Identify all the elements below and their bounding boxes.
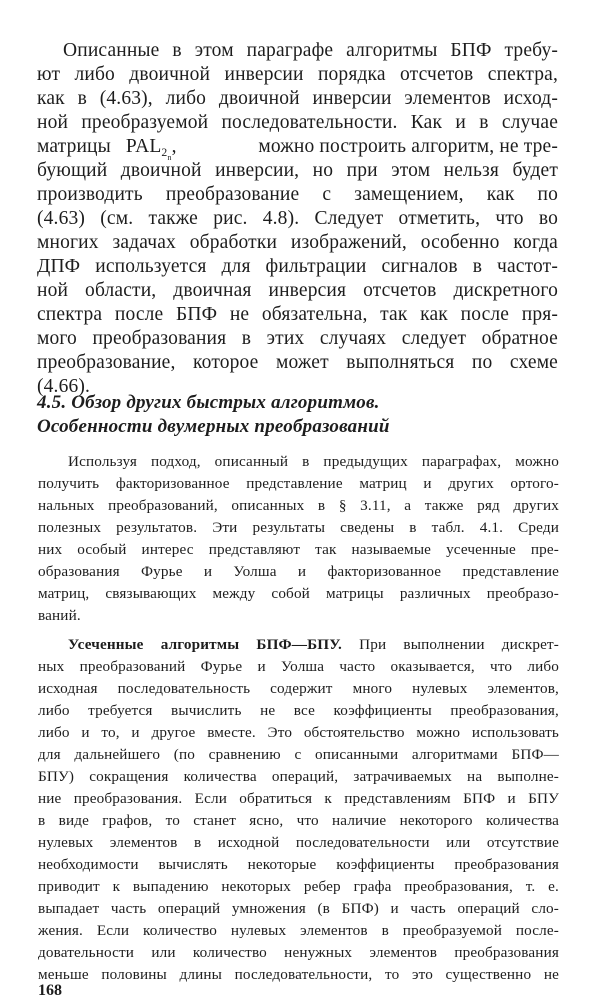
text-line: БПУ) сокращения количества операций, затрачиваемых на выполне- [38,768,559,785]
text-line: Описанные в этом параграфе алгоритмы БПФ требу- [63,40,558,61]
text-line: выпадает часть операций умножения (в БПФ) и часть операций сло- [38,900,559,917]
text-line: довательности или количество ненужных элементов преобразования [38,944,559,961]
text-line: многих задачах обработки изображений, особенно когда [37,232,558,253]
text-line: спектра после БПФ не обязательна, так как после пря- [37,304,558,325]
text-line: ние преобразования. Если обратиться к представлениям БПФ и БПУ [38,790,559,807]
text-line: ДПФ используется для фильтрации сигналов в частот- [37,256,558,277]
text-line: ных преобразований Фурье и Уолша часто оказывается, что либо [38,658,559,675]
text-line: бующий двоичной инверсии, но при этом нельзя будет [37,160,558,181]
text-line: получить факторизованное представление матриц и других ортого- [38,475,559,492]
text-line: меньше половины длины последовательности, то это существенно не [38,966,559,983]
text-line: них особый интерес представляют так называемые усеченные пре- [38,541,559,558]
matrix-symbol: PAL [125,136,162,157]
matrix-subscript-exponent: n [167,153,172,163]
runin-heading: Усеченные алгоритмы БПФ—БПУ. [68,636,342,653]
matrix-suffix: , [171,136,177,157]
text-line: приводит к выпадению некоторых ребер графа преобразования, т. е. [38,878,559,895]
text-line: нальных преобразований, описанных в § 3.11, а также ряд других [38,497,559,514]
matrix-subscript-base: 2 [161,146,168,160]
text-line: необходимости вычислять некоторые коэффициенты преобразования [38,856,559,873]
text-line: как в (4.63), либо двоичной инверсии элементов исход- [37,88,558,109]
text-line: в виде графов, то станет ясно, что наличие некоторого количества [38,812,559,829]
heading-line-2: Особенности двумерных преобразований [37,416,390,437]
text-line [68,636,559,654]
text-line: для дальнейшего (по сравнению с описанными алгоритмами БПФ— [38,746,559,763]
text-line: ют либо двоичной инверсии порядка отсчетов спектра, [37,64,558,85]
matrix-pal-formula [126,136,177,162]
text-line: мого преобразования в этих случаях следует обратное [37,328,558,349]
text-line: ной преобразуемой последовательности. Как и в случае [37,112,558,133]
heading-line-1: 4.5. Обзор других быстрых алгоритмов. [37,392,380,413]
text-line: исходная последовательность содержит много нулевых элементов, [38,680,559,697]
page-number: 168 [38,982,62,999]
text-line: (4.63) (см. также рис. 4.8). Следует отметить, что во [37,208,558,229]
text-line: производить преобразование с замещением, как по [37,184,558,205]
text-line: можно построить алгоритм, не тре- [258,136,558,157]
text-line: нулевых элементов в исходной последовательности или отсутствие [38,834,559,851]
text-line: либо требуется вычислить не все коэффициенты преобразования, [38,702,559,719]
text-line: ной области, двоичная инверсия отсчетов дискретного [37,280,558,301]
text-line: жения. Если количество нулевых элементов в преобразуемой после- [38,922,559,939]
text-line: ваний. [38,607,81,624]
text-line: либо и то, и другое вместе. Это обстоятельство можно использовать [38,724,559,741]
text-segment: При выполнении дискрет- [359,636,559,653]
text-line: (4.66). [37,376,91,397]
text-line: преобразование, которое может выполняться по схеме [37,352,558,373]
text-line: Используя подход, описанный в предыдущих параграфах, можно [68,453,559,470]
text-line [37,136,177,162]
text-line: матриц, связывающих между собой матрицы различных преобразо- [38,585,559,602]
text-line: полезных результатов. Эти результаты сведены в табл. 4.1. Среди [38,519,559,536]
text-segment: матрицы [37,136,111,157]
text-line: образования Фурье и Уолша и факторизованное представление [38,563,559,580]
matrix-subscript [161,146,172,163]
